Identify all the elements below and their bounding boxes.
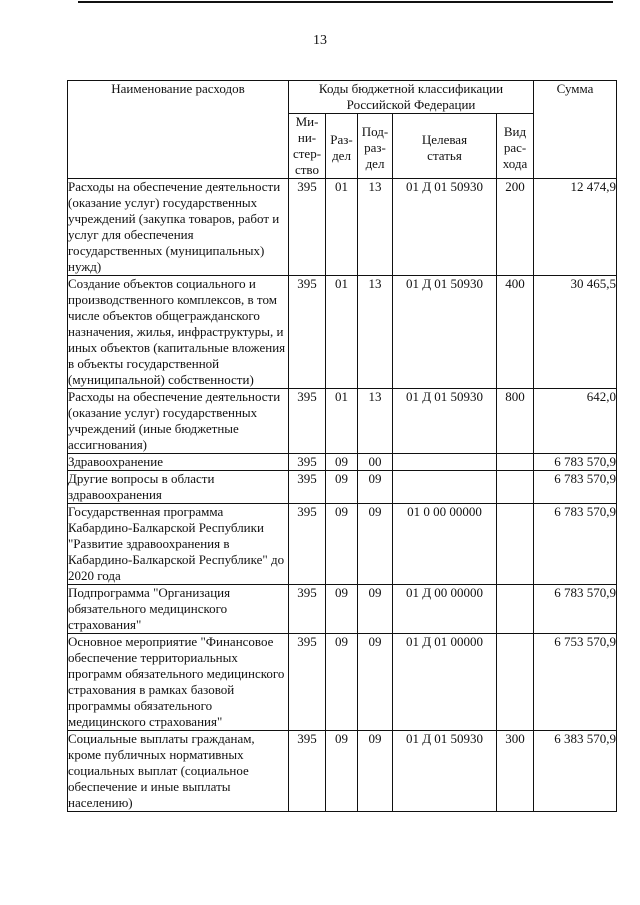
row-target: 01 0 00 00000 xyxy=(393,504,497,585)
row-kind: 400 xyxy=(497,276,534,389)
row-sum: 6 783 570,9 xyxy=(534,504,617,585)
row-sum: 642,0 xyxy=(534,389,617,454)
budget-table xyxy=(67,80,617,812)
header-row xyxy=(68,81,617,114)
row-subsection: 13 xyxy=(358,389,393,454)
header-name xyxy=(68,81,289,179)
row-kind: 200 xyxy=(497,179,534,276)
row-name: Подпрограмма "Организация обязательного медицинского страхования" xyxy=(68,585,289,634)
row-target: 01 Д 01 50930 xyxy=(393,179,497,276)
header-target-text: Целевая статья xyxy=(421,132,468,163)
header-ministry-text: Ми- ни- стер- ство xyxy=(292,114,322,177)
row-target: 01 Д 01 50930 xyxy=(393,389,497,454)
row-subsection: 09 xyxy=(358,634,393,731)
header-section xyxy=(326,114,358,179)
row-subsection: 09 xyxy=(358,471,393,504)
header-codes-text: Коды бюджетной классификации Российской Федерации xyxy=(318,81,504,112)
row-target: 01 Д 01 50930 xyxy=(393,731,497,812)
row-target: 01 Д 01 00000 xyxy=(393,634,497,731)
row-kind xyxy=(497,504,534,585)
row-ministry: 395 xyxy=(289,471,326,504)
table-row xyxy=(68,504,617,585)
header-subsection xyxy=(358,114,393,179)
row-sum: 6 753 570,9 xyxy=(534,634,617,731)
row-sum: 6 383 570,9 xyxy=(534,731,617,812)
row-ministry: 395 xyxy=(289,585,326,634)
table-row xyxy=(68,389,617,454)
row-name: Расходы на обеспечение деятельности (оказание услуг) государственных учреждений (закупка товаров, работ и услуг для обеспечения государственных (муниципальных) нужд) xyxy=(68,179,289,276)
table-row xyxy=(68,179,617,276)
row-section: 09 xyxy=(326,731,358,812)
row-target: 01 Д 00 00000 xyxy=(393,585,497,634)
header-kind xyxy=(497,114,534,179)
header-name-text: Наименование расходов xyxy=(111,81,245,96)
header-target xyxy=(393,114,497,179)
row-kind xyxy=(497,454,534,471)
row-target xyxy=(393,471,497,504)
row-name: Основное мероприятие "Финансовое обеспечение территориальных программ обязательного медицинского страхования в рамках базовой программы обязательного медицинского страхования" xyxy=(68,634,289,731)
row-section: 09 xyxy=(326,504,358,585)
header-codes-group xyxy=(289,81,534,114)
row-name: Другие вопросы в области здравоохранения xyxy=(68,471,289,504)
row-sum: 30 465,5 xyxy=(534,276,617,389)
row-ministry: 395 xyxy=(289,276,326,389)
row-subsection: 13 xyxy=(358,276,393,389)
table-row xyxy=(68,634,617,731)
header-subsection-text: Под- раз- дел xyxy=(361,124,389,171)
row-ministry: 395 xyxy=(289,389,326,454)
row-kind xyxy=(497,634,534,731)
row-subsection: 13 xyxy=(358,179,393,276)
row-section: 09 xyxy=(326,634,358,731)
row-section: 09 xyxy=(326,585,358,634)
table-row xyxy=(68,276,617,389)
header-ministry xyxy=(289,114,326,179)
row-name: Социальные выплаты гражданам, кроме публичных нормативных социальных выплат (социальное обеспечение и иные выплаты населению) xyxy=(68,731,289,812)
row-subsection: 09 xyxy=(358,731,393,812)
row-target xyxy=(393,454,497,471)
row-section: 01 xyxy=(326,389,358,454)
row-sum: 6 783 570,9 xyxy=(534,471,617,504)
row-target: 01 Д 01 50930 xyxy=(393,276,497,389)
row-ministry: 395 xyxy=(289,731,326,812)
row-subsection: 09 xyxy=(358,504,393,585)
row-kind: 300 xyxy=(497,731,534,812)
row-section: 01 xyxy=(326,276,358,389)
row-ministry: 395 xyxy=(289,634,326,731)
row-name: Создание объектов социального и производственного комплексов, в том числе объектов общегражданского назначения, жилья, инфраструктуры, и иных объектов (капитальные вложения в объекты государственной (муниципальной) собственности) xyxy=(68,276,289,389)
row-name: Здравоохранение xyxy=(68,454,289,471)
row-sum: 12 474,9 xyxy=(534,179,617,276)
row-sum: 6 783 570,9 xyxy=(534,585,617,634)
header-sum-text: Сумма xyxy=(556,81,594,96)
row-section: 09 xyxy=(326,454,358,471)
table-row xyxy=(68,585,617,634)
row-subsection: 09 xyxy=(358,585,393,634)
row-ministry: 395 xyxy=(289,454,326,471)
header-section-text: Раз- дел xyxy=(330,132,353,163)
row-kind xyxy=(497,585,534,634)
row-ministry: 395 xyxy=(289,179,326,276)
row-name: Государственная программа Кабардино-Балкарской Республики "Развитие здравоохранения в Кабардино-Балкарской Республике" до 2020 года xyxy=(68,504,289,585)
row-sum: 6 783 570,9 xyxy=(534,454,617,471)
page-number: 13 xyxy=(313,33,327,48)
table-row xyxy=(68,731,617,812)
row-kind: 800 xyxy=(497,389,534,454)
row-section: 01 xyxy=(326,179,358,276)
row-name: Расходы на обеспечение деятельности (оказание услуг) государственных учреждений (иные бюджетные ассигнования) xyxy=(68,389,289,454)
table-row xyxy=(68,471,617,504)
header-sum xyxy=(534,81,617,179)
row-subsection: 00 xyxy=(358,454,393,471)
header-kind-text: Вид рас- хода xyxy=(502,124,528,171)
table-row xyxy=(68,454,617,471)
row-ministry: 395 xyxy=(289,504,326,585)
top-rule xyxy=(78,1,613,3)
row-kind xyxy=(497,471,534,504)
row-section: 09 xyxy=(326,471,358,504)
